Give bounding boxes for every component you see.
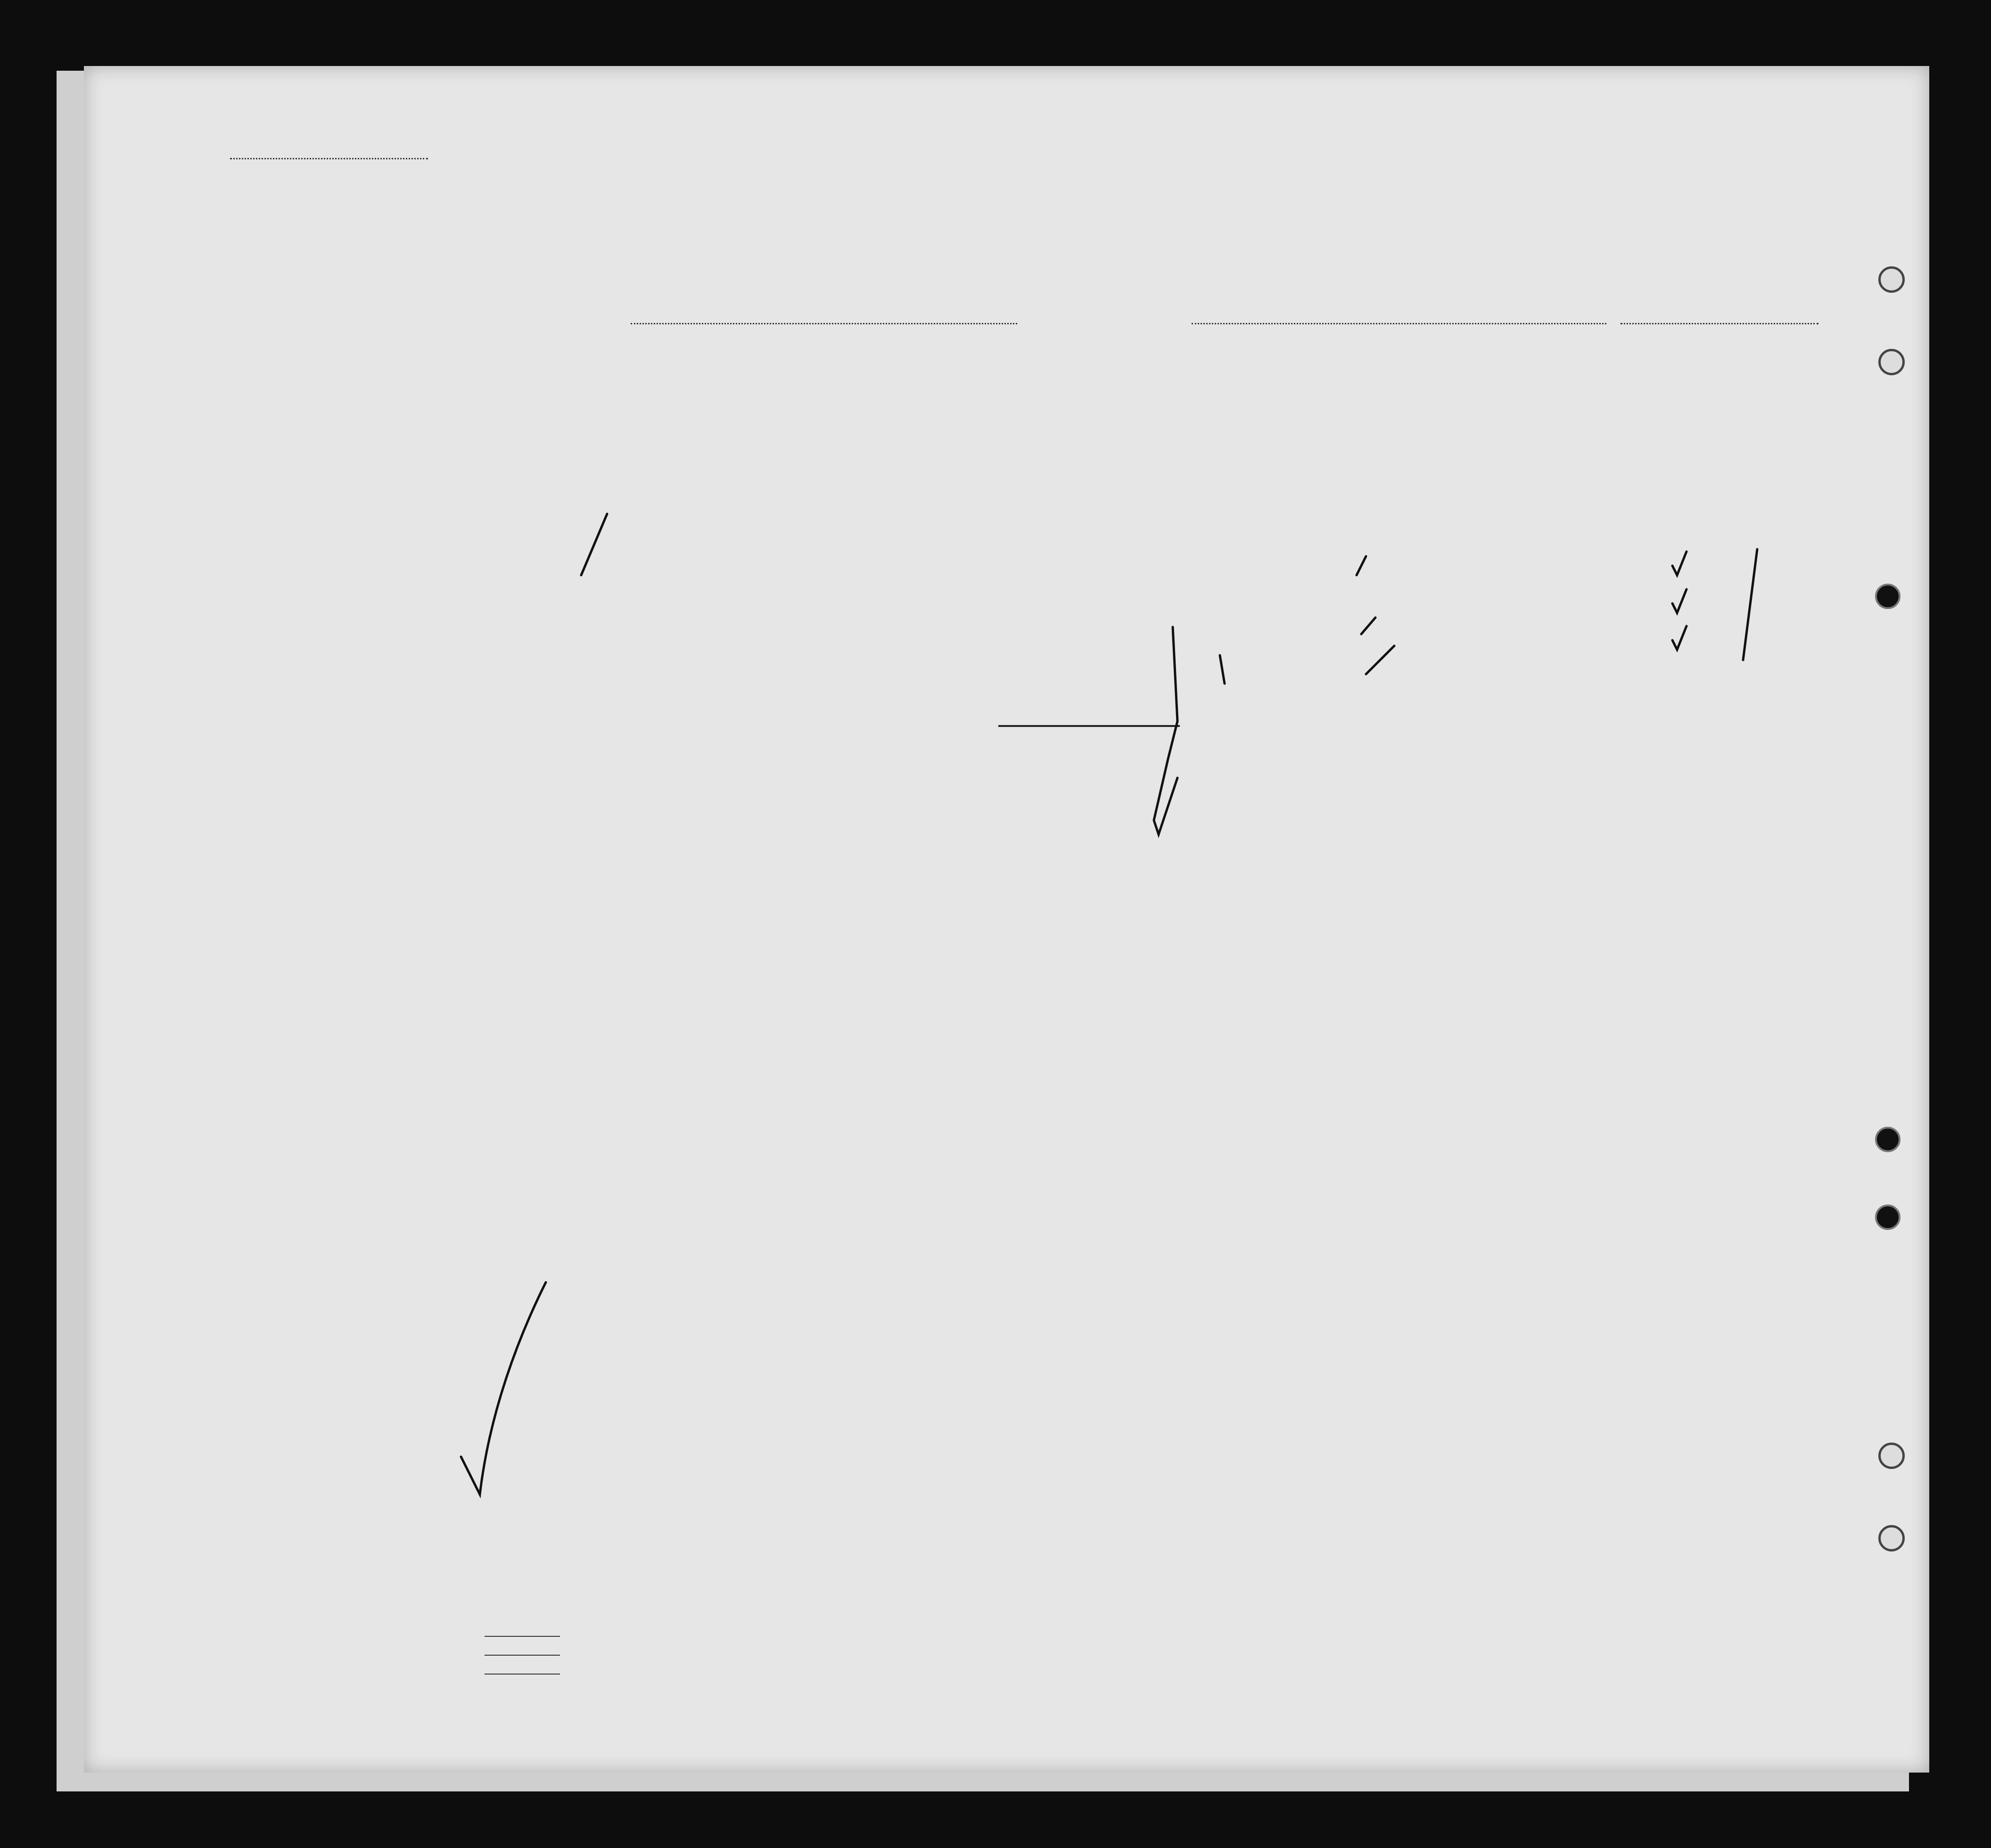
binder-hole <box>1875 584 1900 609</box>
age-check-stroke <box>581 514 607 575</box>
us-citizens-value <box>485 1655 560 1656</box>
handwriting-strokes <box>84 66 1929 1773</box>
visa-tick-2 <box>1361 618 1375 634</box>
verify-tick-2 <box>1672 589 1687 613</box>
binder-hole <box>1878 349 1905 375</box>
visa-tick-3 <box>1366 646 1394 674</box>
visa-tick-1 <box>1357 556 1366 575</box>
birth-check-stroke <box>1154 627 1177 834</box>
count-check-stroke <box>461 1282 546 1494</box>
birth-tick-stroke <box>1220 655 1225 684</box>
total-passengers-value <box>485 1636 560 1637</box>
binder-hole <box>1878 266 1905 293</box>
aliens-value <box>485 1674 560 1675</box>
verify-tick-1 <box>1672 552 1687 575</box>
binder-hole <box>1875 1127 1900 1152</box>
manifest-sheet <box>84 66 1929 1773</box>
res-check-stroke <box>1743 549 1757 660</box>
binder-hole <box>1878 1443 1905 1469</box>
verify-tick-3 <box>1672 626 1687 650</box>
binder-hole <box>1878 1525 1905 1551</box>
binder-hole <box>1875 1204 1900 1230</box>
